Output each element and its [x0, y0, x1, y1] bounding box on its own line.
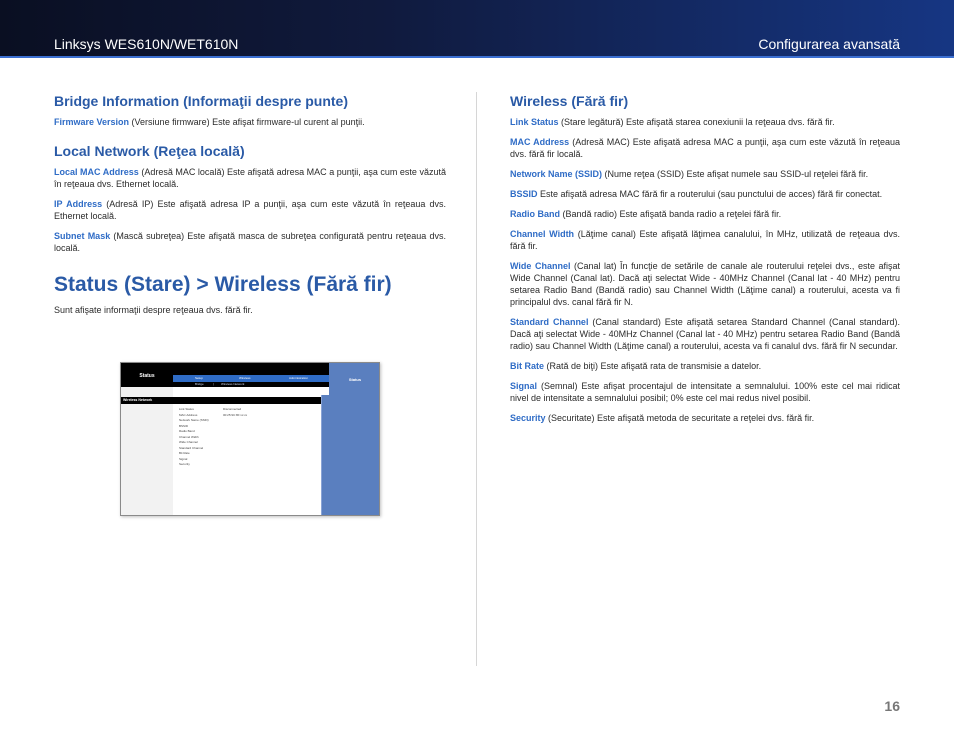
shot-row: Signal	[179, 456, 188, 461]
entry-firmware-version	[54, 116, 446, 128]
intro-text: Sunt afişate informaţii despre reţeaua dvs. fără fir.	[54, 305, 253, 315]
desc: (Mască subreţea) Este afişată masca de subreţea configurată pentru reţeaua dvs. locală.	[54, 231, 446, 253]
desc: (Adresă IP) Este afişată adresa IP a punţii, aşa cum este văzută în reţeaua dvs. Ethernet locală.	[54, 199, 446, 221]
shot-subtab: Wireless Network	[221, 382, 245, 386]
shot-row: MAC Address 00:25:9C:8F:xx:xx	[179, 412, 248, 417]
entry-subnet-mask	[54, 230, 446, 254]
column-divider	[476, 92, 477, 666]
shot-row: Radio Band	[179, 429, 195, 433]
entry-mac-address: MAC Address (Adresă MAC) Este afişată adresa MAC a punţii, aşa cum este văzută în reţeaua dvs. fără fir locală.	[510, 137, 900, 159]
shot-title: Status	[139, 373, 155, 379]
entry-link-status: Link Status (Stare legătură) Este afişată starea conexiunii la reţeaua dvs. fără fir.	[510, 117, 835, 127]
bridge-heading: Bridge Information (Informaţii despre punte)	[54, 93, 349, 109]
header-bar	[0, 0, 954, 58]
shot-row: Security	[179, 462, 190, 466]
entry-radio-band: Radio Band (Bandă radio) Este afişată banda radio a reţelei fără fir.	[510, 209, 782, 219]
shot-row: Standard Channel	[179, 445, 204, 450]
header-product: Linksys WES610N/WET610N	[54, 36, 239, 52]
desc: (Adresă MAC locală) Este afişată adresa MAC a punţii, aşa cum este văzută în reţeaua dvs. Ethernet locală.	[54, 167, 447, 189]
page-number: 16	[884, 698, 900, 714]
router-screenshot	[120, 362, 380, 516]
shot-section: Wireless Network	[123, 398, 153, 402]
right-column	[510, 92, 900, 432]
entry-bit-rate: Bit Rate (Rată de biţi) Este afişată rata de transmisie a datelor.	[510, 361, 762, 371]
term: Local MAC Address	[54, 167, 139, 177]
entry-signal: Signal (Semnal) Este afişat procentajul de intensitate a semnalului. 100% este cel mai ridicat nivel de intensitate a semnalului posibil; 0% este cel mai redus nivel posibil.	[510, 381, 900, 403]
left-column	[54, 92, 446, 316]
term: Subnet Mask	[54, 231, 111, 241]
shot-subtab: |	[213, 382, 214, 386]
shot-subtab: Bridge	[195, 382, 204, 386]
entry-ip-address	[54, 198, 446, 222]
desc: (Versiune firmware) Este afişat firmware-ul curent al punţii.	[129, 117, 365, 127]
entry-channel-width: Channel Width (Lăţime canal) Este afişată lăţimea canalului, în MHz, utilizată de reţeaua dvs. fără fir.	[510, 229, 900, 251]
entry-local-mac	[54, 166, 446, 190]
shot-tab: Setup	[195, 376, 203, 380]
wireless-heading: Wireless (Fără fir)	[510, 93, 629, 109]
shot-row: Network Name (SSID)	[179, 418, 209, 422]
page-title: Status (Stare) > Wireless (Fără fir)	[54, 273, 392, 296]
shot-row: Link Status Disconnected	[179, 407, 242, 411]
entry-wide-channel: Wide Channel (Canal lat) În funcţie de setările de canale ale routerului reţelei dvs., este afişat Wide Channel (Canal lat). Dacă aţi selectat Wide - 40MHz Channel (Canal lat - 40 MHz) pentru setarea Radio Band (Bandă radio) sau Channel Width (Lăţime canal) a routerului, acesta va fi principalul dvs. canal fără fir N.	[510, 261, 900, 307]
shot-row: Bit Rate	[179, 451, 190, 455]
shot-row: Channel Width	[179, 434, 199, 439]
entry-standard-channel: Standard Channel (Canal standard) Este afişată setarea Standard Channel (Canal standard). Dacă aţi selectat Wide - 40MHz Channel (Canal lat - 40 MHz) pentru setarea Radio Band (Bandă radio) sau Channel Width (Lăţime canal) a routerului, acesta va fi canalul dvs. fără fir N secundar.	[510, 317, 901, 351]
local-network-heading: Local Network (Reţea locală)	[54, 143, 245, 159]
entry-network-name: Network Name (SSID) (Nume reţea (SSID) Este afişat numele sau SSID-ul reţelei fără fir.	[510, 169, 869, 179]
shot-row: BSSID	[179, 423, 189, 428]
entry-security: Security (Securitate) Este afişată metoda de securitate a reţelei dvs. fără fir.	[510, 413, 815, 423]
entry-bssid: BSSID Este afişată adresa MAC fără fir a routerului (sau punctului de acces) fără fir conectat.	[510, 189, 883, 199]
shot-tab: Administration	[289, 376, 309, 380]
shot-row: Wide Channel	[179, 440, 198, 444]
shot-rows	[179, 407, 319, 468]
header-chapter: Configurarea avansată	[758, 36, 900, 52]
shot-status-tab: Status	[348, 377, 362, 382]
term: Firmware Version	[54, 117, 130, 127]
term: IP Address	[54, 199, 103, 209]
shot-tab: Wireless	[239, 376, 251, 380]
